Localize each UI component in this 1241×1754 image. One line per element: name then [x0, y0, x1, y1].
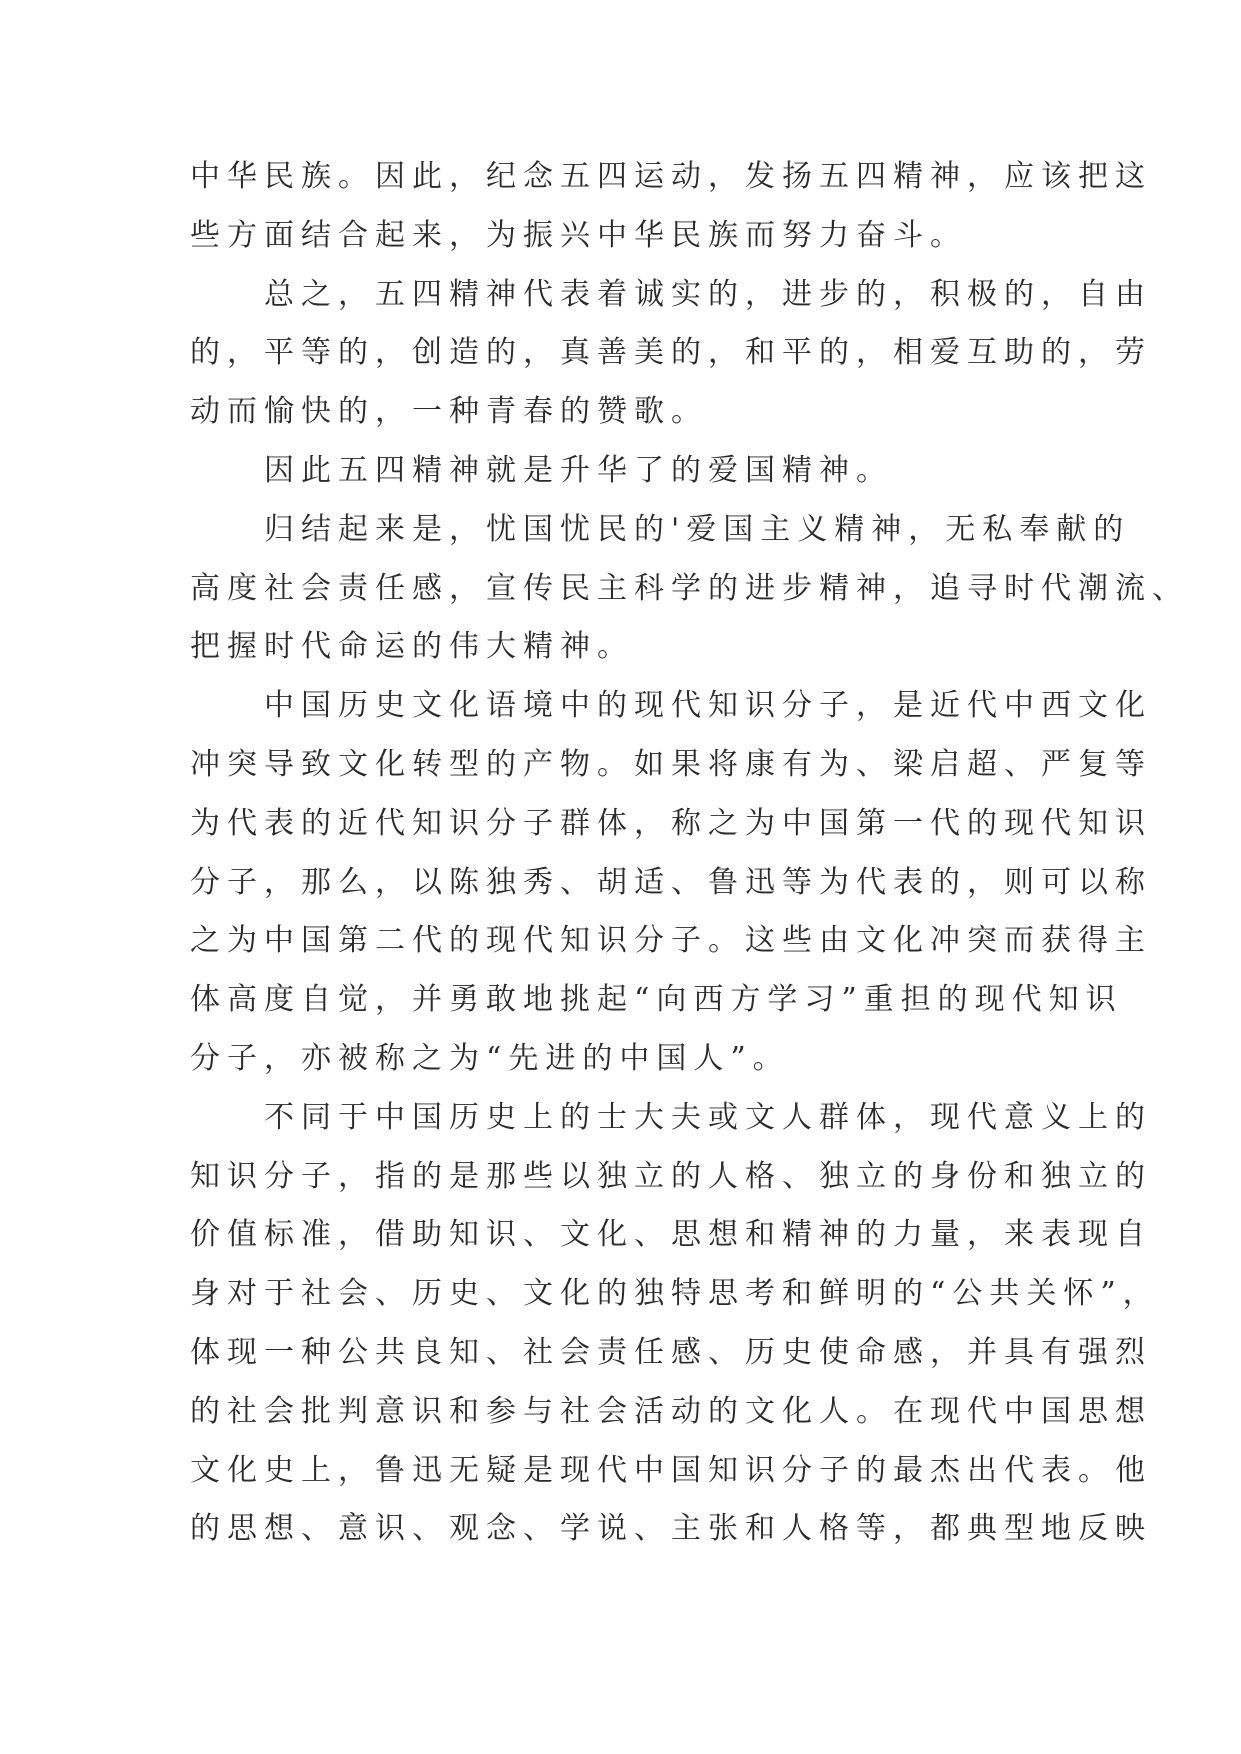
- text-line: 分子，亦被称之为“先进的中国人”。: [190, 1040, 790, 1076]
- text-line: 把握时代命运的伟大精神。: [190, 629, 634, 665]
- text-line: 分子，那么，以陈独秀、胡适、鲁迅等为代表的，则可以称: [190, 864, 1152, 900]
- text-line: 中华民族。因此，纪念五四运动，发扬五四精神，应该把这: [190, 159, 1152, 194]
- text-line: 价值标准，借助知识、文化、思想和精神的力量，来表现自: [190, 1217, 1152, 1253]
- text-line: 为代表的近代知识分子群体，称之为中国第一代的现代知识: [190, 805, 1152, 841]
- text-line: 的，平等的，创造的，真善美的，和平的，相爱互助的，劳: [190, 335, 1152, 371]
- text-line: 身对于社会、历史、文化的独特思考和鲜明的“公共关怀”，: [190, 1276, 1160, 1312]
- text-line: 冲突导致文化转型的产物。如果将康有为、梁启超、严复等: [190, 746, 1152, 782]
- text-line: 文化史上，鲁迅无疑是现代中国知识分子的最杰出代表。他: [190, 1452, 1152, 1488]
- text-line: 之为中国第二代的现代知识分子。这些由文化冲突而获得主: [190, 923, 1152, 959]
- text-line: 动而愉快的，一种青春的赞歌。: [190, 394, 708, 430]
- text-line: 体现一种公共良知、社会责任感、历史使命感，并具有强烈: [190, 1334, 1152, 1370]
- text-line: 些方面结合起来，为振兴中华民族而努力奋斗。: [190, 217, 967, 253]
- text-line: 因此五四精神就是升华了的爱国精神。: [264, 452, 893, 488]
- text-line: 不同于中国历史上的士大夫或文人群体，现代意义上的: [264, 1099, 1152, 1135]
- text-line: 总之，五四精神代表着诚实的，进步的，积极的，自由: [264, 276, 1152, 312]
- body-text: [190, 148, 1189, 1559]
- text-line: 高度社会责任感，宣传民主科学的进步精神，追寻时代潮流、: [190, 570, 1189, 606]
- text-line: 的社会批判意识和参与社会活动的文化人。在现代中国思想: [190, 1393, 1152, 1429]
- text-line: 归结起来是，忧国忧民的'爱国主义精神，无私奉献的: [264, 511, 1131, 547]
- text-line: 体高度自觉，并勇敢地挑起“向西方学习”重担的现代知识: [190, 982, 1123, 1018]
- text-line: 中国历史文化语境中的现代知识分子，是近代中西文化: [264, 688, 1152, 724]
- text-line: 的思想、意识、观念、学说、主张和人格等，都典型地反映: [190, 1511, 1152, 1547]
- text-line: 知识分子，指的是那些以独立的人格、独立的身份和独立的: [190, 1158, 1152, 1194]
